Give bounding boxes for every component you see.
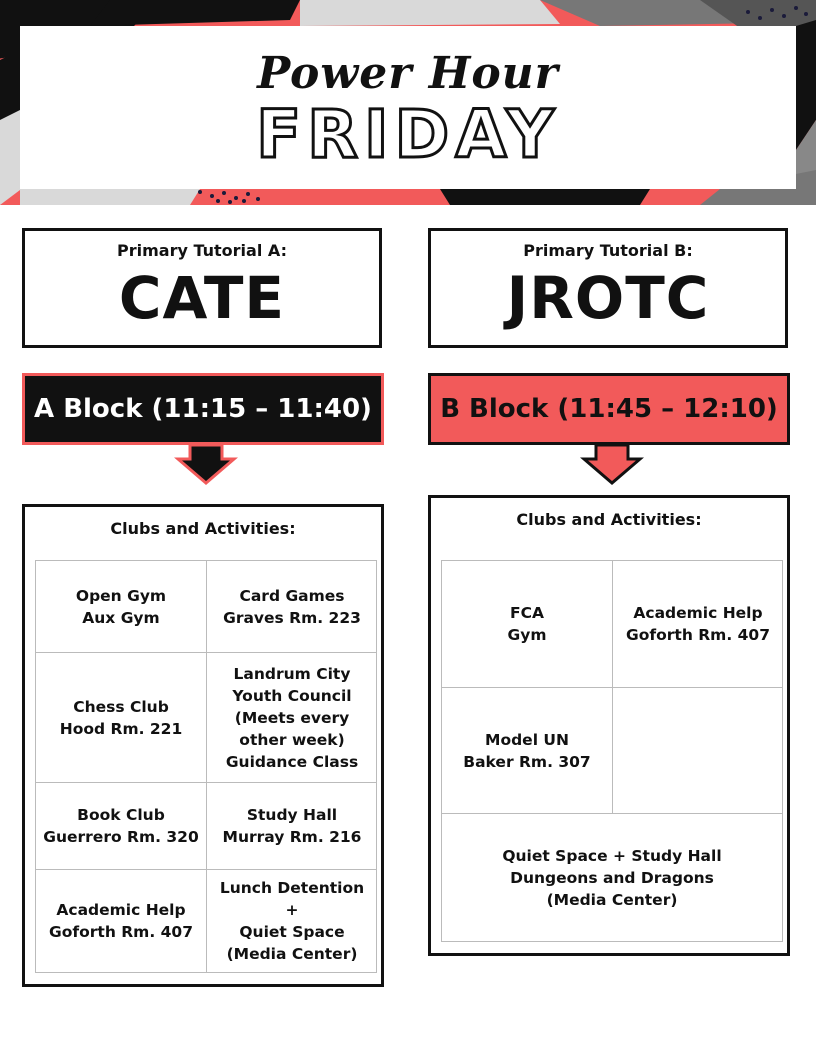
tutorial-a-name: CATE [118,264,286,332]
activity-cell: Lunch Detention + Quiet Space (Media Center) [219,879,365,963]
activity-cell: FCA Gym [507,604,547,644]
clubs-grid-b [441,560,783,942]
activity-cell: Study Hall Murray Rm. 216 [222,806,362,846]
activity-cell: Quiet Space + Study Hall Dungeons and Dragons (Media Center) [502,846,722,909]
activity-cell: Chess Club Hood Rm. 221 [59,697,183,738]
tutorial-b-label: Primary Tutorial B: [523,241,693,260]
activity-cell: Academic Help Goforth Rm. 407 [49,901,193,941]
b-block-bar: B Block (11:45 – 12:10) [428,373,790,445]
activity-cell: Open Gym Aux Gym [75,586,167,627]
tutorial-b-name: JROTC [506,264,710,332]
clubs-panel-a [22,504,384,987]
tutorial-b-box [428,228,788,348]
activity-cell: Academic Help Goforth Rm. 407 [626,604,770,644]
clubs-grid-a [35,560,377,973]
clubs-heading-a: Clubs and Activities: [110,519,296,538]
activity-cell: Book Club Guerrero Rm. 320 [43,806,199,846]
activity-cell: Card Games Graves Rm. 223 [223,586,361,627]
tutorial-a-label: Primary Tutorial A: [117,241,287,260]
script-title: Power Hour [257,48,559,99]
main-title: FRIDAY [256,96,560,173]
clubs-heading-b: Clubs and Activities: [516,510,702,529]
header-banner [0,0,816,205]
a-block-bar: A Block (11:15 – 11:40) [22,373,384,445]
activity-cell: Landrum City Youth Council (Meets every other week) Guidance Class [225,664,359,771]
empty-cell [613,688,783,813]
arrow-down-icon [580,443,644,485]
title-card [20,26,796,189]
arrow-down-icon [174,443,238,485]
clubs-panel-b [428,495,790,956]
tutorial-a-box [22,228,382,348]
activity-cell: Model UN Baker Rm. 307 [463,730,591,771]
